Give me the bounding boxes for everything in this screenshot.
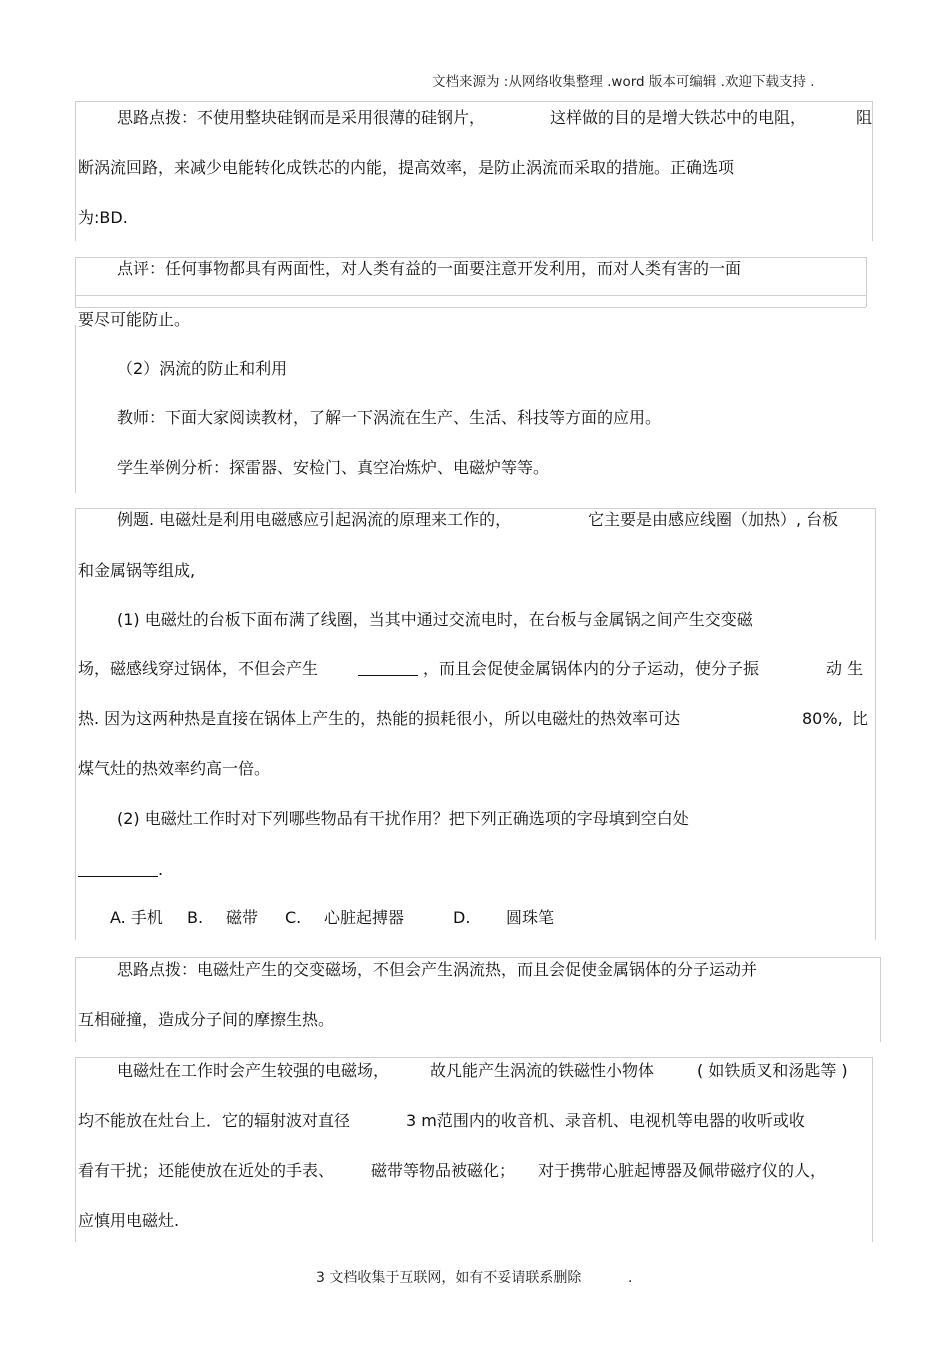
- question1-line2b: ，而且会促使金属锅体内的分子运动，使分子振: [423, 659, 760, 678]
- section2-title: （2）涡流的防止和利用: [117, 359, 288, 378]
- hint1-line1a: 思路点拨：不使用整块硅钢而是采用很薄的硅钢片，: [117, 108, 486, 127]
- option-d-letter: D.: [453, 908, 471, 927]
- page-header: 文档来源为 :从网络收集整理 .word 版本可编辑 .欢迎下载支持 .: [432, 74, 815, 90]
- hint2-line1: 思路点拨：电磁灶产生的交变磁场，不但会产生涡流热，而且会促使金属锅体的分子运动并: [117, 960, 758, 979]
- hint2-box-left: [75, 957, 76, 1042]
- hint1-line3: 为:BD.: [78, 208, 128, 227]
- example-box-left: [75, 508, 76, 940]
- question1-line2a: 场，磁感线穿过锅体，不但会产生: [78, 659, 319, 678]
- page-footer-dot: .: [628, 1270, 633, 1286]
- para-box-border: [75, 1057, 872, 1058]
- comment-divider-1: [75, 295, 866, 296]
- comment-line2: 要尽可能防止。: [78, 310, 191, 329]
- para-line2b: 3 m范围内的收音机、录音机、电视机等电器的收听或收: [406, 1111, 805, 1130]
- comment-box-left: [75, 257, 76, 307]
- para-line1b: 故凡能产生涡流的铁磁性小物体: [430, 1061, 655, 1080]
- option-d-text: 圆珠笔: [506, 908, 555, 927]
- para-box-left: [75, 1057, 76, 1242]
- question1-line1: (1) 电磁灶的台板下面布满了线圈，当其中通过交流电时，在台板与金属锅之间产生交变磁: [117, 610, 753, 629]
- para-line2a: 均不能放在灶台上．它的辐射波对直径: [78, 1111, 351, 1130]
- para-line4: 应慎用电磁灶.: [78, 1211, 180, 1230]
- hint1-line1b: 这样做的目的是增大铁芯中的电阻，: [550, 108, 807, 127]
- question1-line4: 煤气灶的热效率约高一倍。: [78, 759, 271, 778]
- hint2-box-right: [880, 957, 881, 1042]
- option-c-text: 心脏起搏器: [324, 908, 405, 927]
- para-box-right: [872, 1057, 873, 1242]
- para-line3c: 对于携带心脏起博器及佩带磁疗仪的人，: [538, 1161, 827, 1180]
- comment-box-right: [866, 257, 867, 307]
- page-footer: 3 文档收集于互联网，如有不妥请联系删除: [316, 1270, 582, 1286]
- option-a: A. 手机: [110, 908, 163, 927]
- hint2-line2: 互相碰撞，造成分子间的摩擦生热。: [78, 1010, 335, 1029]
- hint1-box-right: [872, 101, 873, 241]
- comment-line1: 点评：任何事物都具有两面性，对人类有益的一面要注意开发利用，而对人类有害的一面: [117, 259, 742, 278]
- teacher-text: 教师：下面大家阅读教材，了解一下涡流在生产、生活、科技等方面的应用。: [117, 408, 662, 427]
- hint2-box-border: [75, 957, 880, 958]
- comment-divider-2: [75, 307, 866, 308]
- example-box-right: [875, 508, 876, 940]
- para-line1c: ( 如铁质叉和汤匙等 ): [697, 1061, 848, 1080]
- comment-box-border: [75, 257, 866, 258]
- question2-line2: .: [158, 860, 164, 879]
- option-c-letter: C.: [285, 908, 302, 927]
- option-b-letter: B.: [187, 908, 204, 927]
- question1-line2c: 动 生: [826, 659, 864, 678]
- hint1-line1c: 阻: [856, 108, 873, 127]
- question2-line1: (2) 电磁灶工作时对下列哪些物品有干扰作用？把下列正确选项的字母填到空白处: [117, 809, 689, 828]
- student-text: 学生举例分析：探雷器、安检门、真空冶炼炉、电磁炉等等。: [117, 458, 550, 477]
- question1-line3c: 比: [852, 709, 869, 728]
- para-line3b: 磁带等物品被磁化；: [371, 1161, 516, 1180]
- section-left-line: [75, 325, 76, 493]
- question1-line3a: 热. 因为这两种热是直接在锅体上产生的，热能的损耗很小，所以电磁灶的热效率可达: [78, 709, 681, 728]
- hint1-line2: 断涡流回路，来减少电能转化成铁芯的内能，提高效率，是防止涡流而采取的措施。正确选项: [78, 158, 735, 177]
- example-line1a: 例题. 电磁灶是利用电磁感应引起涡流的原理来工作的，: [117, 510, 512, 529]
- example-line2: 和金属锅等组成,: [78, 561, 196, 580]
- para-line1a: 电磁灶在工作时会产生较强的电磁场，: [117, 1061, 390, 1080]
- para-line3a: 看有干扰；还能使放在近处的手表、: [78, 1161, 335, 1180]
- example-box-border: [75, 508, 875, 509]
- hint1-box-border: [75, 101, 872, 102]
- hint1-box-left: [75, 101, 76, 241]
- question1-answer-blank[interactable]: [358, 659, 418, 681]
- question1-line3b: 80%,: [802, 709, 843, 728]
- question2-answer-blank[interactable]: [78, 860, 158, 882]
- example-line1b: 它主要是由感应线圈（加热）, 台板: [588, 510, 839, 529]
- option-b-text: 磁带: [226, 908, 259, 927]
